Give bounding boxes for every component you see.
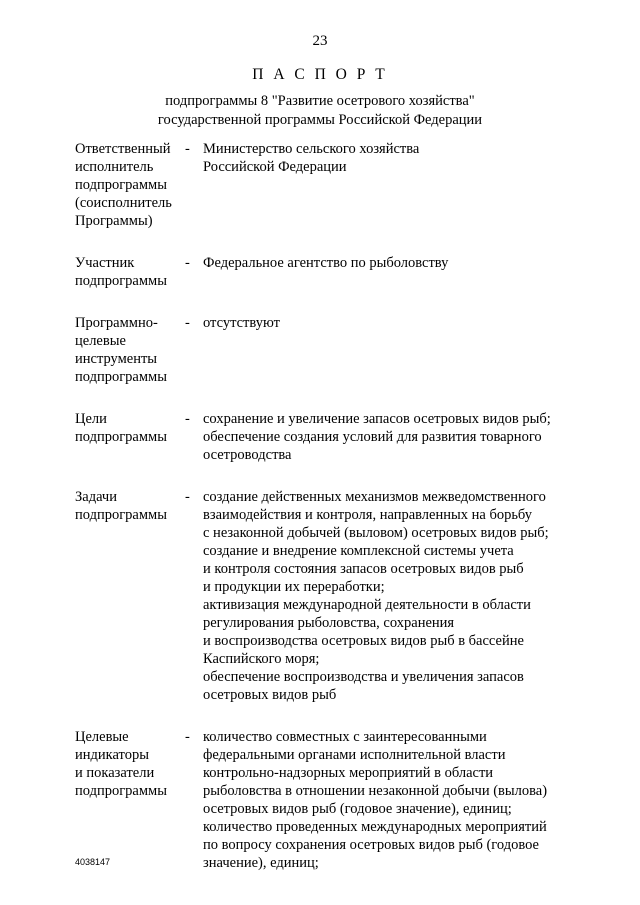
row-value-line: создание действенных механизмов межведомственного xyxy=(203,489,546,505)
passport-row xyxy=(75,728,575,872)
row-label xyxy=(75,728,185,800)
row-value-line: и контроля состояния запасов осетровых видов рыб xyxy=(203,561,524,577)
row-label xyxy=(75,254,185,290)
row-value xyxy=(203,314,575,332)
row-dash: - xyxy=(185,141,190,157)
row-value xyxy=(203,410,575,464)
row-label-line: Ответственный xyxy=(75,141,171,157)
subtitle-line: подпрограммы 8 "Развитие осетрового хозяйства" xyxy=(165,93,475,109)
row-label-line: исполнитель xyxy=(75,159,154,175)
row-label-line: инструменты xyxy=(75,351,158,367)
row-value-line: федеральными органами исполнительной власти xyxy=(203,747,506,763)
row-value-line: Российской Федерации xyxy=(203,159,347,175)
row-label-line: Задачи xyxy=(75,489,117,505)
row-label-line: целевые xyxy=(75,333,126,349)
row-value-line: осетроводства xyxy=(203,447,292,463)
document-code: 4038147 xyxy=(75,857,111,867)
row-label-line: индикаторы xyxy=(75,747,149,763)
row-dash: - xyxy=(185,489,190,505)
row-label-line: и показатели xyxy=(75,765,155,781)
row-value-line: создание и внедрение комплексной системы учета xyxy=(203,543,514,559)
passport-row xyxy=(75,410,575,464)
row-value-line: количество совместных с заинтересованными xyxy=(203,729,487,745)
row-value-line: Министерство сельского хозяйства xyxy=(203,141,420,157)
row-label-line: (соисполнитель xyxy=(75,195,172,211)
row-dash: - xyxy=(185,255,190,271)
row-value-line: осетровых видов рыб (годовое значение), единиц; xyxy=(203,801,512,817)
row-value-line: с незаконной добычей (выловом) осетровых видов рыб; xyxy=(203,525,549,541)
row-dash: - xyxy=(185,315,190,331)
passport-row xyxy=(75,314,575,386)
document-subtitle xyxy=(0,92,640,130)
row-value-line: рыболовства в отношении незаконной добычи (вылова) xyxy=(203,783,548,799)
row-label xyxy=(75,314,185,386)
row-value-line: и продукции их переработки; xyxy=(203,579,385,595)
row-label-line: Целевые xyxy=(75,729,129,745)
document-title: П А С П О Р Т xyxy=(252,66,388,83)
row-value-line: обеспечение воспроизводства и увеличения запасов xyxy=(203,669,524,685)
row-dash: - xyxy=(185,729,190,745)
row-label-line: подпрограммы xyxy=(75,369,167,385)
row-value-line: и воспроизводства осетровых видов рыб в бассейне xyxy=(203,633,524,649)
row-value-line: сохранение и увеличение запасов осетровых видов рыб; xyxy=(203,411,551,427)
row-value-line: осетровых видов рыб xyxy=(203,687,337,703)
row-value-line: взаимодействия и контроля, направленных на борьбу xyxy=(203,507,533,523)
passport-row xyxy=(75,488,575,704)
row-label xyxy=(75,410,185,446)
row-value xyxy=(203,140,575,176)
page-number: 23 xyxy=(312,33,328,49)
row-value-line: активизация международной деятельности в области xyxy=(203,597,531,613)
row-value xyxy=(203,254,575,272)
row-label-line: подпрограммы xyxy=(75,273,167,289)
passport-row xyxy=(75,254,575,290)
row-value-line: контрольно-надзорных мероприятий в области xyxy=(203,765,494,781)
row-label-line: подпрограммы xyxy=(75,783,167,799)
row-label xyxy=(75,140,185,230)
row-label xyxy=(75,488,185,524)
row-value-line: по вопросу сохранения осетровых видов рыб (годовое xyxy=(203,837,539,853)
passport-table xyxy=(75,140,575,896)
row-dash: - xyxy=(185,411,190,427)
row-label-line: подпрограммы xyxy=(75,177,167,193)
row-value-line: обеспечение создания условий для развития товарного xyxy=(203,429,542,445)
row-value xyxy=(203,488,575,704)
row-value-line: Каспийского моря; xyxy=(203,651,320,667)
subtitle-line: государственной программы Российской Федерации xyxy=(157,112,483,128)
passport-row xyxy=(75,140,575,230)
row-value-line: Федеральное агентство по рыболовству xyxy=(203,255,449,271)
row-value-line: регулирования рыболовства, сохранения xyxy=(203,615,455,631)
row-value-line: отсутствуют xyxy=(203,315,280,331)
row-label-line: Программно- xyxy=(75,315,158,331)
row-label-line: Цели xyxy=(75,411,107,427)
row-label-line: подпрограммы xyxy=(75,507,167,523)
row-value-line: значение), единиц; xyxy=(203,855,319,871)
row-label-line: Участник xyxy=(75,255,135,271)
row-label-line: Программы) xyxy=(75,213,153,229)
row-label-line: подпрограммы xyxy=(75,429,167,445)
row-value-line: количество проведенных международных мероприятий xyxy=(203,819,547,835)
row-value xyxy=(203,728,575,872)
